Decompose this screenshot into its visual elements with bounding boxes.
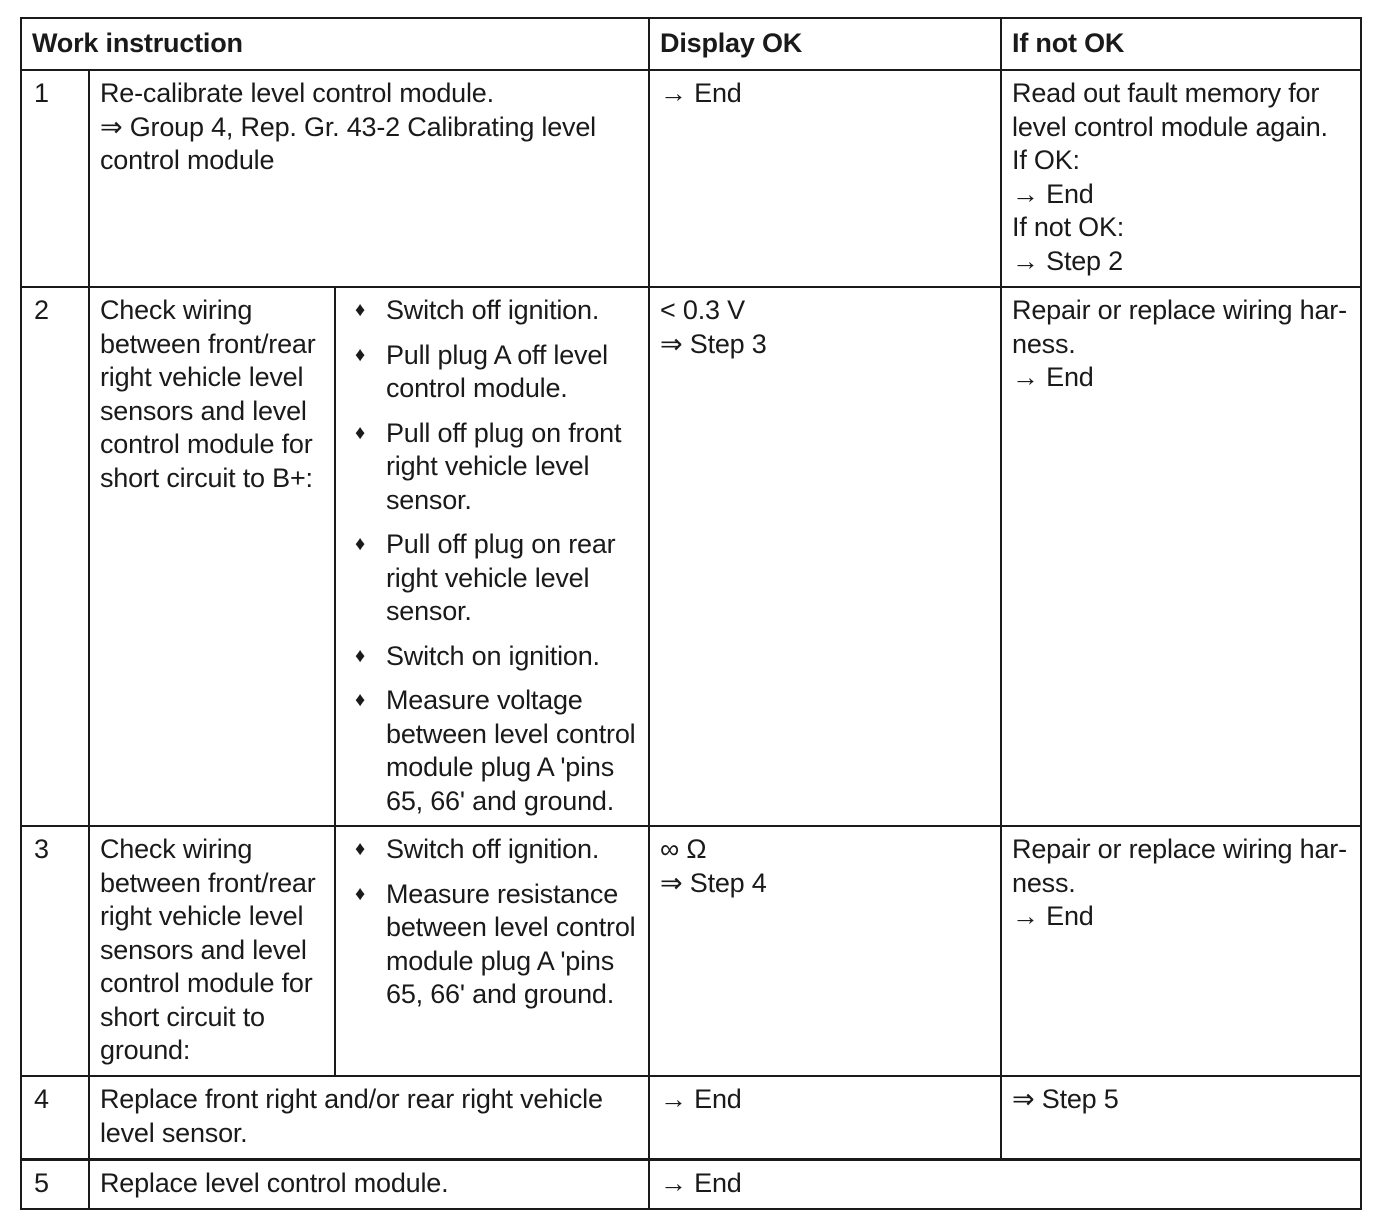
display-ok-line: ∞ Ω — [660, 834, 707, 864]
diamond-bullet-icon: ♦ — [354, 421, 365, 444]
bullet-line: between level control — [386, 912, 636, 942]
instruction-line: Replace level control module. — [100, 1167, 449, 1198]
display-ok-line: → End — [660, 78, 742, 108]
diamond-bullet-icon: ♦ — [354, 689, 365, 711]
if-not-ok-line: ⇒ Step 5 — [1012, 1084, 1119, 1114]
if-not-ok-cell — [1001, 287, 1361, 826]
list-item — [346, 294, 638, 328]
bullet-line: Pull plug A off level — [386, 339, 608, 370]
bullet-line: Pull off plug on front — [386, 417, 622, 448]
bullet-line: module plug A 'pins — [386, 945, 615, 976]
display-ok-line: ⇒ Step 4 — [660, 867, 767, 898]
instruction-line: control module — [100, 145, 275, 175]
header-display-ok: Display OK — [649, 18, 1001, 70]
procedure-list — [346, 294, 638, 818]
instruction-line: Replace front right and/or rear right vehicle — [100, 1084, 603, 1114]
display-ok-line: < 0.3 V — [660, 295, 745, 325]
bullet-line: right vehicle level — [386, 562, 590, 593]
check-line: ground: — [100, 1035, 191, 1065]
if-not-ok-line: → End — [1012, 901, 1094, 931]
check-line: sensors and level — [100, 395, 307, 426]
bullet-line: sensor. — [386, 484, 472, 515]
check-line: right vehicle level — [100, 362, 304, 392]
list-item — [346, 684, 638, 818]
bullet-line: Switch off ignition. — [386, 295, 600, 325]
if-not-ok-line: → End — [1012, 362, 1094, 392]
bullet-line: 65, 66' and ground. — [386, 979, 615, 1009]
step-number: 5 — [21, 1159, 89, 1209]
if-not-ok-line: → End — [1012, 178, 1094, 209]
instruction-cell — [89, 70, 649, 287]
diamond-bullet-icon: ♦ — [354, 343, 365, 366]
bullet-line: Switch on ignition. — [386, 640, 600, 671]
table-row — [21, 70, 1361, 287]
check-line: between front/rear — [100, 328, 316, 359]
if-not-ok-cell — [1001, 826, 1361, 1076]
diamond-bullet-icon: ♦ — [354, 882, 365, 905]
diamond-bullet-icon: ♦ — [354, 533, 365, 555]
diamond-bullet-icon: ♦ — [354, 644, 365, 667]
table-row — [21, 287, 1361, 826]
header-work-instruction: Work instruction — [21, 18, 649, 70]
instruction-cell — [89, 1159, 649, 1209]
if-not-ok-line: Repair or replace wiring har- — [1012, 295, 1347, 325]
work-instruction-table — [20, 17, 1362, 1210]
check-line: sensors and level — [100, 934, 307, 965]
if-not-ok-cell — [1001, 70, 1361, 287]
step-number: 3 — [21, 826, 89, 1076]
instruction-line: ⇒ Group 4, Rep. Gr. 43-2 Calibrating level — [100, 111, 596, 142]
step-number: 1 — [21, 70, 89, 287]
table-row — [21, 1159, 1361, 1209]
list-item — [346, 833, 638, 867]
check-line: short circuit to — [100, 1001, 265, 1032]
step-number: 2 — [21, 287, 89, 826]
check-line: Check wiring — [100, 295, 253, 325]
if-not-ok-line: If not OK: — [1012, 212, 1125, 242]
instruction-line: Re-calibrate level control module. — [100, 78, 494, 108]
header-row — [21, 18, 1361, 70]
display-ok-cell — [649, 826, 1001, 1076]
check-line: between front/rear — [100, 867, 316, 898]
bullet-line: sensor. — [386, 596, 472, 626]
procedure-list — [346, 833, 638, 1012]
bullet-line: 65, 66' and ground. — [386, 785, 615, 816]
list-item — [346, 878, 638, 1012]
if-not-ok-line: ness. — [1012, 328, 1076, 359]
if-not-ok-line: If OK: — [1012, 145, 1080, 175]
if-not-ok-line: Repair or replace wiring har- — [1012, 834, 1347, 864]
display-ok-cell — [649, 1159, 1361, 1209]
check-line: short circuit to B+: — [100, 462, 313, 493]
display-ok-line: → End — [660, 1167, 742, 1198]
display-ok-line: → End — [660, 1084, 742, 1114]
bullet-line: Measure voltage — [386, 685, 583, 715]
instruction-cell — [89, 1076, 649, 1159]
procedure-cell — [335, 287, 649, 826]
bullet-line: right vehicle level — [386, 451, 590, 481]
bullet-line: control module. — [386, 373, 568, 403]
if-not-ok-line: Read out fault memory for — [1012, 78, 1320, 108]
check-cell — [89, 287, 335, 826]
display-ok-cell — [649, 287, 1001, 826]
check-line: Check wiring — [100, 834, 253, 864]
if-not-ok-line: ness. — [1012, 867, 1076, 898]
header-if-not-ok: If not OK — [1001, 18, 1361, 70]
if-not-ok-line: → Step 2 — [1012, 245, 1123, 276]
list-item — [346, 640, 638, 674]
check-line: right vehicle level — [100, 901, 304, 931]
list-item — [346, 528, 638, 629]
bullet-line: module plug A 'pins — [386, 752, 615, 782]
check-line: control module for — [100, 968, 313, 998]
instruction-line: level sensor. — [100, 1117, 248, 1148]
bullet-line: Pull off plug on rear — [386, 529, 616, 559]
bullet-line: between level control — [386, 718, 636, 749]
check-line: control module for — [100, 429, 313, 459]
if-not-ok-cell — [1001, 1076, 1361, 1159]
procedure-cell — [335, 826, 649, 1076]
if-not-ok-line: level control module again. — [1012, 111, 1328, 142]
table-row — [21, 826, 1361, 1076]
display-ok-line: ⇒ Step 3 — [660, 328, 767, 359]
table-row — [21, 1076, 1361, 1159]
step-number: 4 — [21, 1076, 89, 1159]
bullet-line: Measure resistance — [386, 878, 619, 909]
bullet-line: Switch off ignition. — [386, 834, 600, 864]
diamond-bullet-icon: ♦ — [354, 299, 365, 321]
display-ok-cell — [649, 1076, 1001, 1159]
diamond-bullet-icon: ♦ — [354, 838, 365, 860]
list-item — [346, 417, 638, 518]
display-ok-cell — [649, 70, 1001, 287]
list-item — [346, 339, 638, 406]
check-cell — [89, 826, 335, 1076]
